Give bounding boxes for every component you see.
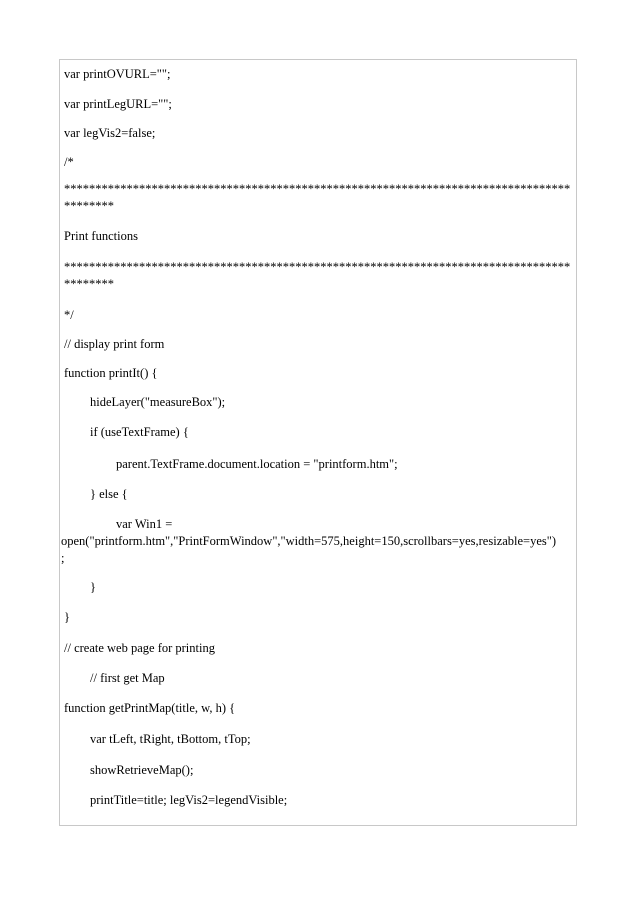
code-line: ; — [61, 551, 65, 565]
code-line: /* — [64, 155, 74, 169]
code-line: */ — [64, 308, 74, 322]
code-line-asterisk-separator: ***************************************************************************************** — [64, 260, 571, 291]
code-line: Print functions — [64, 229, 138, 243]
code-line: } — [90, 580, 96, 594]
code-line: // display print form — [64, 337, 165, 351]
code-line-asterisk-separator: ***************************************************************************************** — [64, 182, 571, 213]
code-line: parent.TextFrame.document.location = "printform.htm"; — [116, 457, 398, 471]
code-line: // create web page for printing — [64, 641, 215, 655]
code-line: var tLeft, tRight, tBottom, tTop; — [90, 732, 251, 746]
code-line: var printOVURL=""; — [64, 67, 171, 81]
code-line: // first get Map — [90, 671, 165, 685]
code-line: function getPrintMap(title, w, h) { — [64, 701, 236, 715]
code-line: if (useTextFrame) { — [90, 425, 189, 439]
code-line: hideLayer("measureBox"); — [90, 395, 226, 409]
code-line: showRetrieveMap(); — [90, 763, 194, 777]
code-line: } — [64, 610, 70, 624]
code-line: var legVis2=false; — [64, 126, 156, 140]
code-line: var Win1 = — [116, 517, 173, 531]
code-line: var printLegURL=""; — [64, 97, 172, 111]
code-line: function printIt() { — [64, 366, 158, 380]
code-line: printTitle=title; legVis2=legendVisible; — [90, 793, 288, 807]
code-line: } else { — [90, 487, 128, 501]
code-line: open("printform.htm","PrintFormWindow","width=575,height=150,scrollbars=yes,resizable=yes") — [61, 534, 557, 548]
